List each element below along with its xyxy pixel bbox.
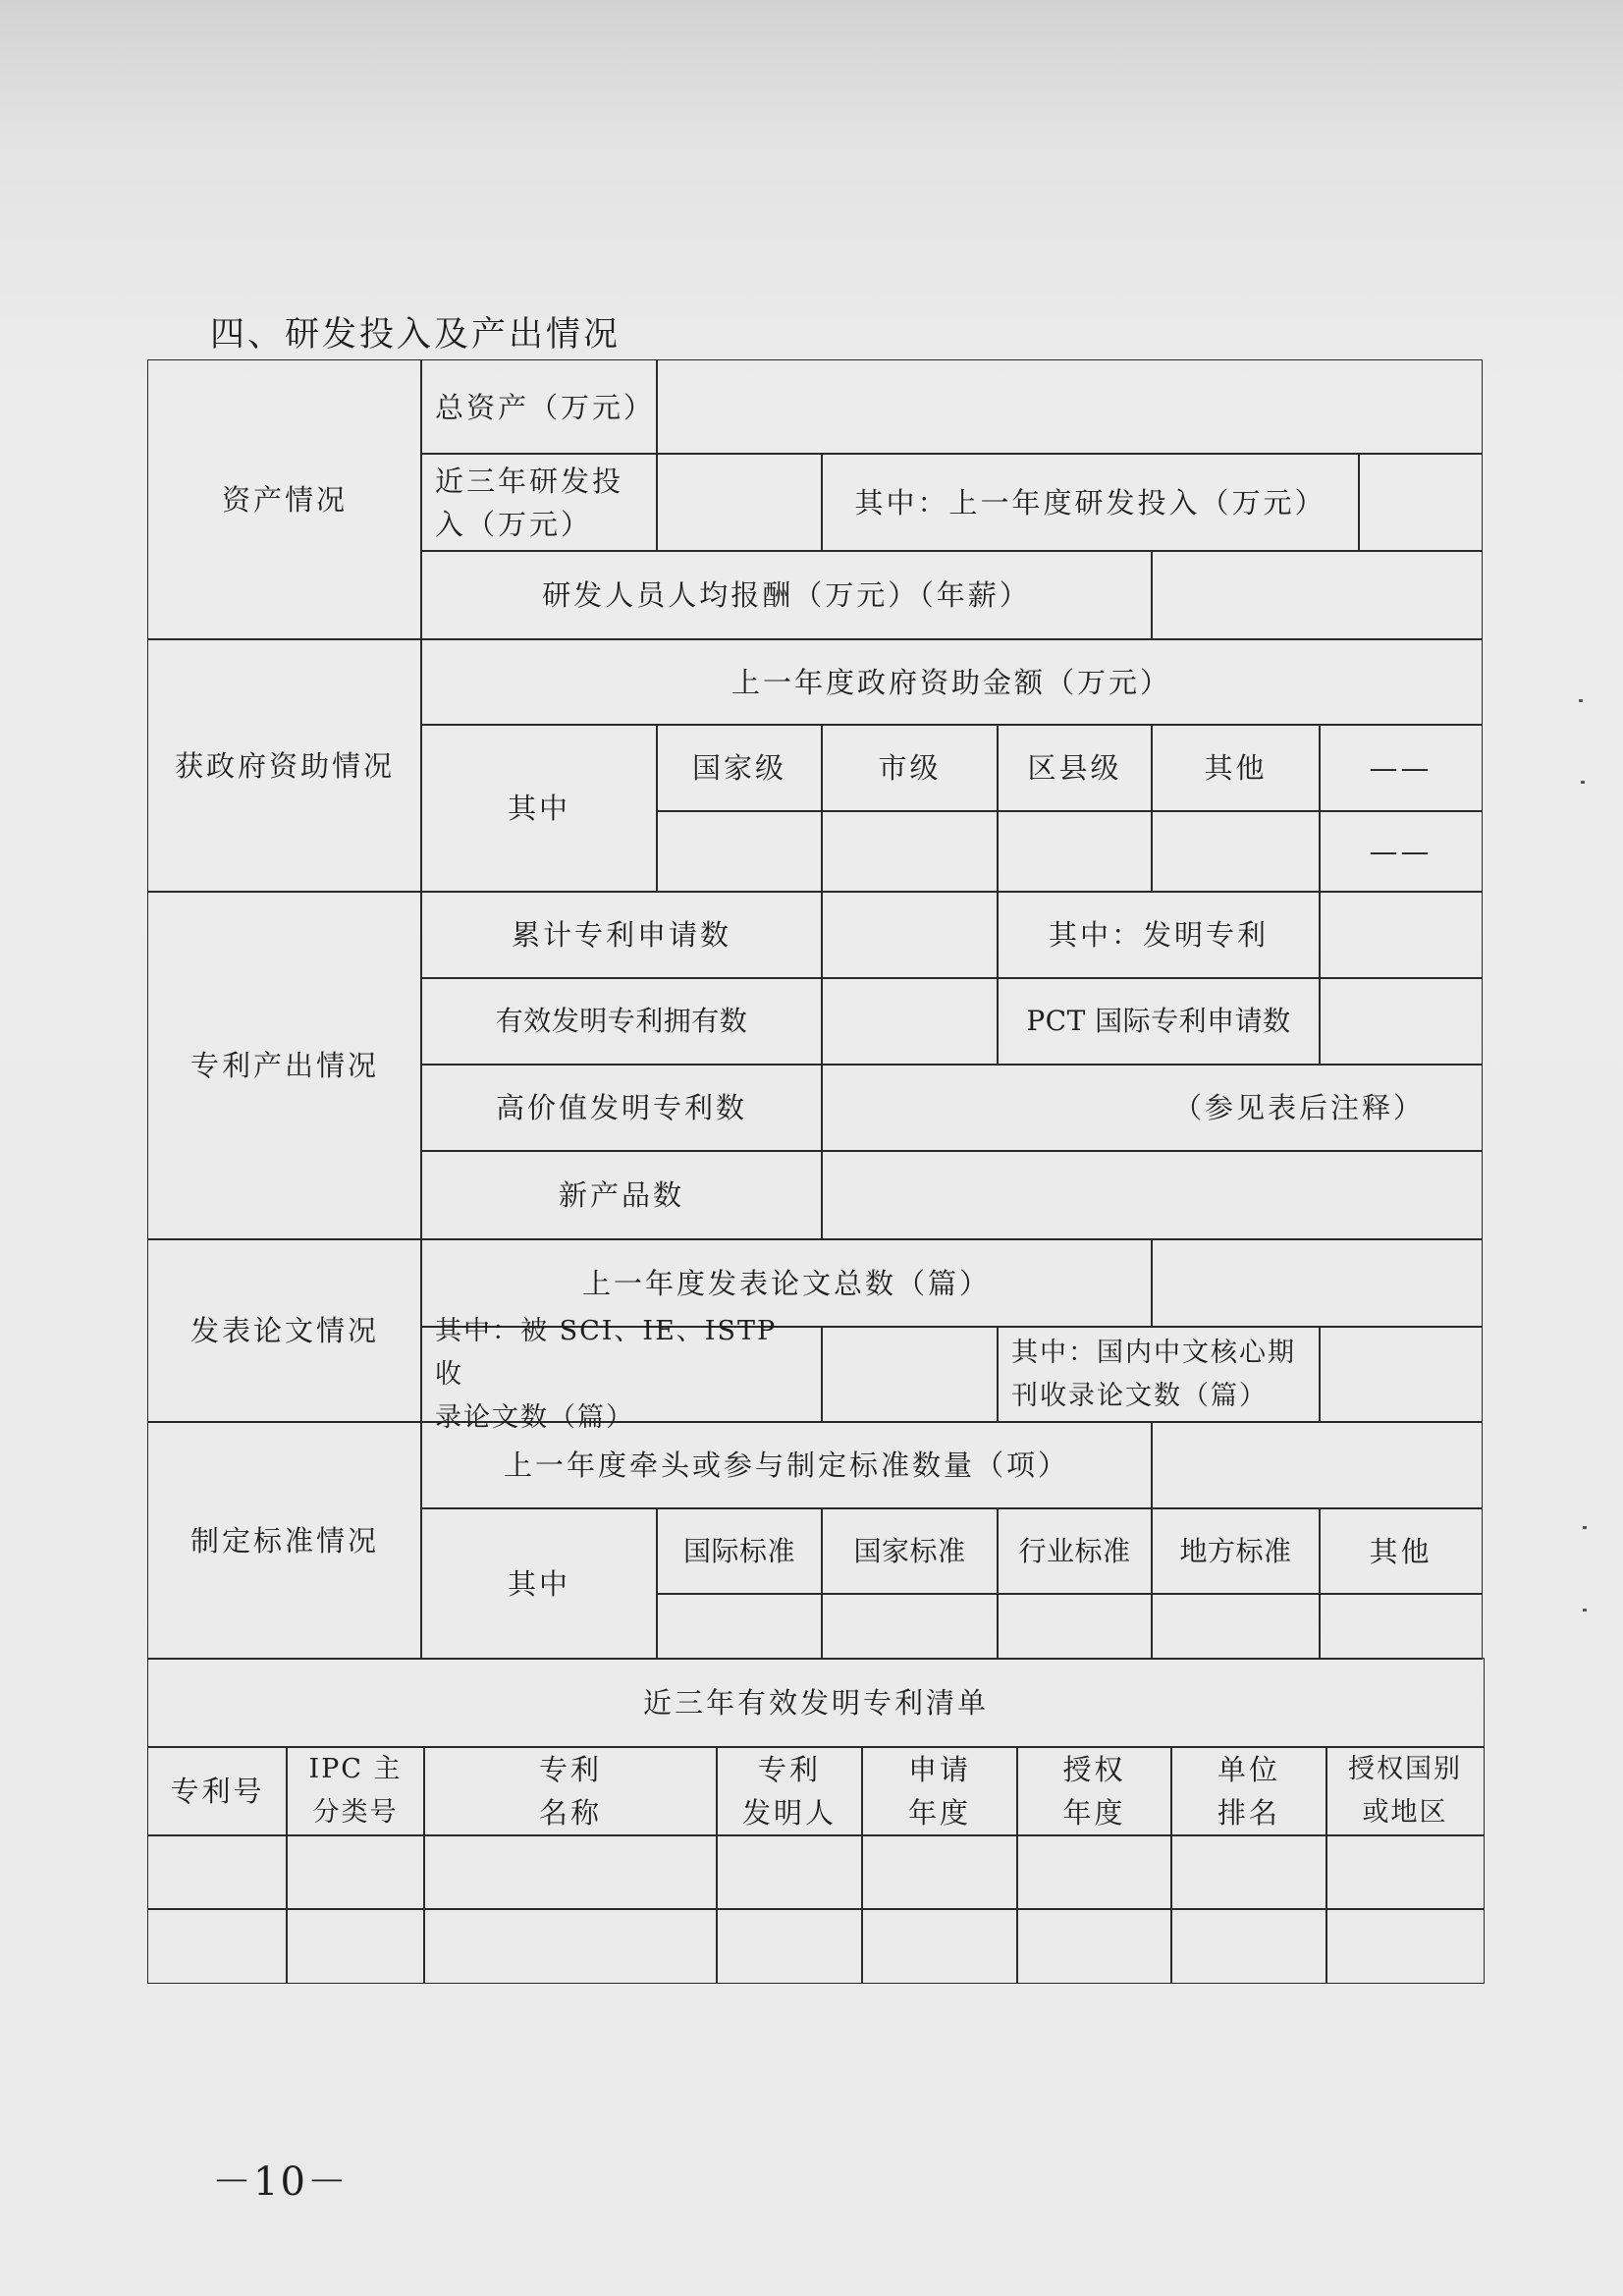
gov-city-header: 市级 (821, 724, 999, 812)
gov-funding-label: 获政府资助情况 (147, 638, 422, 893)
section-title: 四、研发投入及产出情况 (210, 315, 622, 355)
table-row-1-cell-2[interactable] (286, 1834, 425, 1910)
pct-applications-value[interactable] (1319, 977, 1483, 1066)
standards-local-header: 地方标准 (1151, 1507, 1321, 1595)
name-header-line2: 名称 (538, 1796, 602, 1830)
valid-invention-value[interactable] (821, 977, 999, 1066)
scan-speck (1581, 781, 1585, 784)
high-value-label: 高价值发明专利数 (420, 1064, 823, 1152)
rd-3yr-label (420, 453, 658, 552)
name-header-line1: 专利 (538, 1753, 602, 1786)
patents-label: 专利产出情况 (147, 891, 422, 1240)
standards-other-header: 其他 (1319, 1507, 1483, 1595)
rank-header-line1: 单位 (1217, 1753, 1280, 1786)
rd-3yr-value[interactable] (656, 453, 823, 552)
standards-count-label: 上一年度牵头或参与制定标准数量（项） (420, 1421, 1153, 1509)
table-row-1-cell-5[interactable] (861, 1834, 1018, 1910)
table-row-2-cell-7[interactable] (1170, 1908, 1327, 1984)
rd-3yr-line2: 入（万元） (435, 507, 593, 541)
valid-invention-label: 有效发明专利拥有数 (420, 977, 823, 1066)
scan-speck (1583, 1526, 1587, 1529)
table-row-2-cell-3[interactable] (423, 1908, 718, 1984)
sci-papers-label (420, 1315, 823, 1433)
gov-district-value[interactable] (997, 810, 1153, 893)
ipc-header-line1: IPC 主 (308, 1754, 403, 1784)
gov-funding-amount-label: 上一年度政府资助金额（万元） (420, 638, 1483, 726)
table-row-2-cell-1[interactable] (147, 1908, 288, 1984)
standards-industry-value[interactable] (997, 1593, 1153, 1660)
gov-district-header: 区县级 (997, 724, 1153, 812)
total-applications-value[interactable] (821, 891, 999, 979)
new-products-value[interactable] (821, 1150, 1483, 1240)
rd-3yr-line1: 近三年研发投 (435, 464, 624, 498)
total-applications-label: 累计专利申请数 (420, 891, 823, 979)
standards-label: 制定标准情况 (147, 1421, 422, 1660)
grant-year-header-line2: 年度 (1062, 1796, 1126, 1830)
table-row-2-cell-6[interactable] (1016, 1908, 1172, 1984)
standards-international-value[interactable] (656, 1593, 823, 1660)
ipc-header-line2: 分类号 (312, 1797, 399, 1828)
patent-list-header-name (423, 1746, 718, 1836)
table-row-2-cell-4[interactable] (716, 1908, 863, 1984)
country-header-line1: 授权国别 (1348, 1754, 1462, 1784)
country-header-line2: 或地区 (1362, 1797, 1448, 1828)
high-value-note[interactable]: （参见表后注释） (821, 1064, 1483, 1152)
table-row-1-cell-7[interactable] (1170, 1834, 1327, 1910)
rd-last-year-value[interactable] (1358, 453, 1483, 552)
core-papers-label (997, 1326, 1321, 1423)
standards-national-value[interactable] (821, 1593, 999, 1660)
table-row-1-cell-4[interactable] (716, 1834, 863, 1910)
patent-list-header-rank (1170, 1746, 1327, 1836)
table-row-1-cell-8[interactable] (1325, 1834, 1485, 1910)
pct-applications-label: PCT 国际专利申请数 (997, 977, 1321, 1066)
standards-other-value[interactable] (1319, 1593, 1483, 1660)
standards-of-which-label: 其中 (420, 1507, 658, 1660)
total-assets-value[interactable] (656, 359, 1483, 455)
standards-national-header: 国家标准 (821, 1507, 999, 1595)
sci-papers-value[interactable] (821, 1326, 999, 1423)
table-row-1-cell-1[interactable] (147, 1834, 288, 1910)
patent-list-header-patent-no (147, 1746, 288, 1836)
new-products-label: 新产品数 (420, 1150, 823, 1240)
scan-speck (1583, 1609, 1587, 1612)
rd-last-year-label: 其中：上一年度研发投入（万元） (821, 453, 1360, 552)
sci-papers-line1: 其中：被 SCI、IE、ISTP 收 (435, 1315, 778, 1390)
gov-other-value[interactable] (1151, 810, 1321, 893)
table-row-2-cell-8[interactable] (1325, 1908, 1485, 1984)
scan-speck (1579, 699, 1583, 702)
patent-list-header-apply-year (861, 1746, 1018, 1836)
core-papers-line2: 刊收录论文数（篇） (1011, 1380, 1268, 1411)
gov-dash-bottom: —— (1319, 810, 1483, 893)
gov-national-value[interactable] (656, 810, 823, 893)
standards-count-value[interactable] (1151, 1421, 1483, 1509)
rd-salary-label: 研发人员人均报酬（万元）（年薪） (420, 550, 1153, 640)
patent-no-header-text: 专利号 (170, 1775, 265, 1808)
apply-year-header-line1: 申请 (907, 1753, 971, 1786)
papers-total-label: 上一年度发表论文总数（篇） (420, 1238, 1153, 1328)
papers-total-value[interactable] (1151, 1238, 1483, 1328)
table-row-1-cell-6[interactable] (1016, 1834, 1172, 1910)
total-assets-label: 总资产（万元） (420, 359, 658, 455)
apply-year-header-line2: 年度 (907, 1796, 971, 1830)
grant-year-header-line1: 授权 (1062, 1753, 1126, 1786)
table-row-2-cell-5[interactable] (861, 1908, 1018, 1984)
invention-of-which-label: 其中：发明专利 (997, 891, 1321, 979)
inventor-header-line2: 发明人 (741, 1796, 837, 1830)
rd-salary-value[interactable] (1151, 550, 1483, 640)
invention-of-which-value[interactable] (1319, 891, 1483, 979)
gov-national-header: 国家级 (656, 724, 823, 812)
core-papers-line1: 其中：国内中文核心期 (1011, 1337, 1296, 1368)
patent-list-header-inventor (716, 1746, 863, 1836)
patent-list-title: 近三年有效发明专利清单 (147, 1658, 1485, 1748)
sci-papers-line2: 录论文数（篇） (435, 1401, 634, 1433)
patent-list-header-country (1325, 1746, 1485, 1836)
core-papers-value[interactable] (1319, 1326, 1483, 1423)
rank-header-line2: 排名 (1217, 1796, 1280, 1830)
inventor-header-line1: 专利 (757, 1753, 821, 1786)
gov-of-which-label: 其中 (420, 724, 658, 893)
standards-industry-header: 行业标准 (997, 1507, 1153, 1595)
gov-dash-top: —— (1319, 724, 1483, 812)
gov-other-header: 其他 (1151, 724, 1321, 812)
table-row-1-cell-3[interactable] (423, 1834, 718, 1910)
papers-label: 发表论文情况 (147, 1238, 422, 1423)
assets-label: 资产情况 (147, 359, 422, 640)
table-row-2-cell-2[interactable] (286, 1908, 425, 1984)
patent-list-header-grant-year (1016, 1746, 1172, 1836)
standards-international-header: 国际标准 (656, 1507, 823, 1595)
page-number: －10－ (212, 2159, 349, 2205)
gov-city-value[interactable] (821, 810, 999, 893)
standards-local-value[interactable] (1151, 1593, 1321, 1660)
patent-list-header-ipc (286, 1746, 425, 1836)
